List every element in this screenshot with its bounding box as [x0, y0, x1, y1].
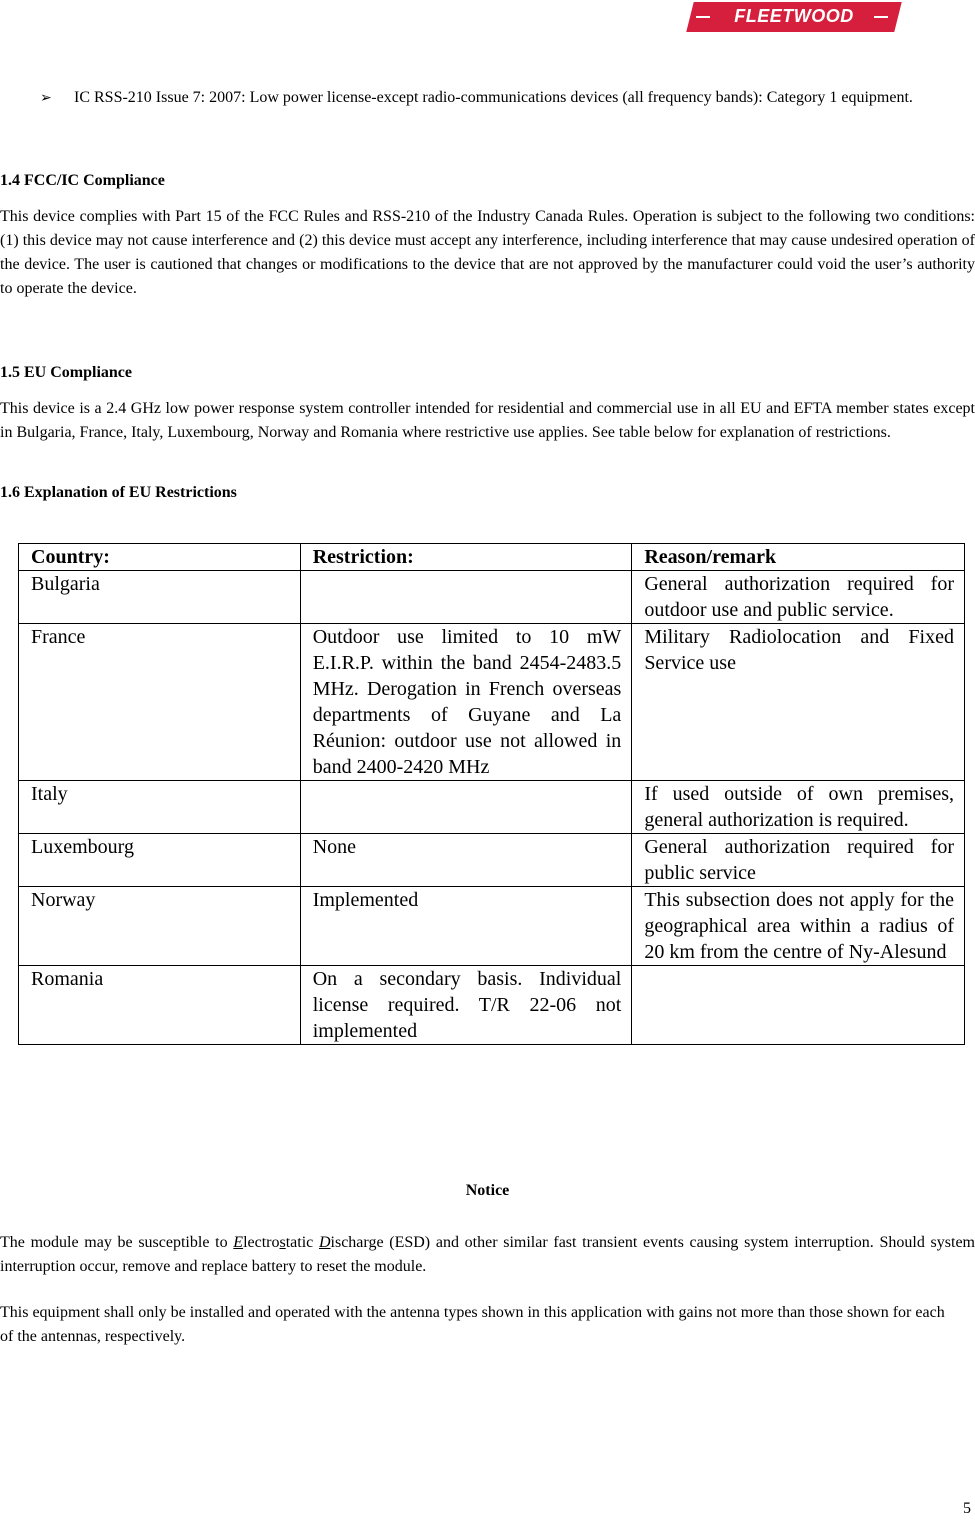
table-cell-restriction: Outdoor use limited to 10 mW E.I.R.P. within the band 2454-2483.5 MHz. Derogation in French overseas departments of Guyane and La Réunion: outdoor use not allowed in band 2400-2420 MHz: [300, 624, 632, 781]
table-row: [19, 966, 965, 1045]
table-cell-country: France: [19, 624, 301, 781]
table-cell-country: Norway: [19, 887, 301, 966]
table-cell-restriction: [300, 781, 632, 834]
table-cell-reason: If used outside of own premises, general authorization is required.: [632, 781, 965, 834]
notice-title: Notice: [465, 1182, 510, 1199]
table-cell-reason: Military Radiolocation and Fixed Service use: [632, 624, 965, 781]
esd-underlined-e: E: [233, 1234, 244, 1251]
table-row: [19, 887, 965, 966]
antenna-paragraph: This equipment shall only be installed and operated with the antenna types shown in this application with gains not more than those shown for each of the antennas, respectively.: [0, 1304, 945, 1345]
page-number: 5: [963, 1500, 971, 1517]
esd-text-after: ischarge (ESD) and other similar fast transient events causing system interruption. Should system interruption occur, remove and replace battery to reset the module.: [0, 1234, 975, 1275]
table-row: [19, 781, 965, 834]
esd-text-mid2: tatic: [285, 1234, 319, 1251]
bullet-text: IC RSS-210 Issue 7: 2007: Low power license-except radio-communications devices (all frequency bands): Category 1 equipment.: [74, 89, 913, 106]
table-cell-reason: General authorization required for public service: [632, 834, 965, 887]
table-cell-reason: [632, 966, 965, 1045]
esd-underlined-d: D: [318, 1234, 331, 1251]
column-header-restriction: Restriction:: [300, 544, 632, 571]
table-cell-restriction: [300, 571, 632, 624]
esd-paragraph: [0, 1231, 975, 1279]
esd-text-mid1: lectro: [243, 1234, 280, 1251]
column-header-country: Country:: [19, 544, 301, 571]
table-row: [19, 834, 965, 887]
section-heading-restrictions: 1.6 Explanation of EU Restrictions: [0, 484, 237, 501]
table-cell-restriction: Implemented: [300, 887, 632, 966]
logo-text: FLEETWOOD: [734, 6, 854, 26]
eu-restrictions-table: [18, 543, 965, 1045]
table-cell-reason: This subsection does not apply for the geographical area within a radius of 20 km from the centre of Ny-Alesund: [632, 887, 965, 966]
section-heading-eu: 1.5 EU Compliance: [0, 364, 132, 381]
column-header-reason: Reason/remark: [632, 544, 965, 571]
esd-text-before: The module may be susceptible to: [0, 1234, 234, 1251]
section-heading-fcc: 1.4 FCC/IC Compliance: [0, 172, 165, 189]
table-header-row: [19, 544, 965, 571]
arrow-bullet-icon: ➢: [40, 90, 52, 106]
fleetwood-logo: [690, 2, 898, 32]
eu-paragraph: This device is a 2.4 GHz low power response system controller intended for residential and commercial use in all EU and EFTA member states except in Bulgaria, France, Italy, Luxembourg, Norway and Romania where restrictive use applies. See table below for explanation of restrictions.: [0, 400, 975, 441]
table-cell-country: Bulgaria: [19, 571, 301, 624]
table-cell-country: Romania: [19, 966, 301, 1045]
esd-underlined-s: s: [279, 1234, 286, 1251]
table-row: [19, 624, 965, 781]
fcc-paragraph: This device complies with Part 15 of the FCC Rules and RSS-210 of the Industry Canada Rules. Operation is subject to the following two conditions: (1) this device may not cause interference and (2) this device must accept any interference, including interference that may cause undesired operation of the device. The user is cautioned that changes or modifications to the device that are not approved by the manufacturer could void the user’s authority to operate the device.: [0, 208, 975, 297]
table-row: [19, 571, 965, 624]
table-cell-reason: General authorization required for outdoor use and public service.: [632, 571, 965, 624]
table-cell-country: Italy: [19, 781, 301, 834]
table-cell-country: Luxembourg: [19, 834, 301, 887]
table-cell-restriction: On a secondary basis. Individual license required. T/R 22-06 not implemented: [300, 966, 632, 1045]
table-cell-restriction: None: [300, 834, 632, 887]
